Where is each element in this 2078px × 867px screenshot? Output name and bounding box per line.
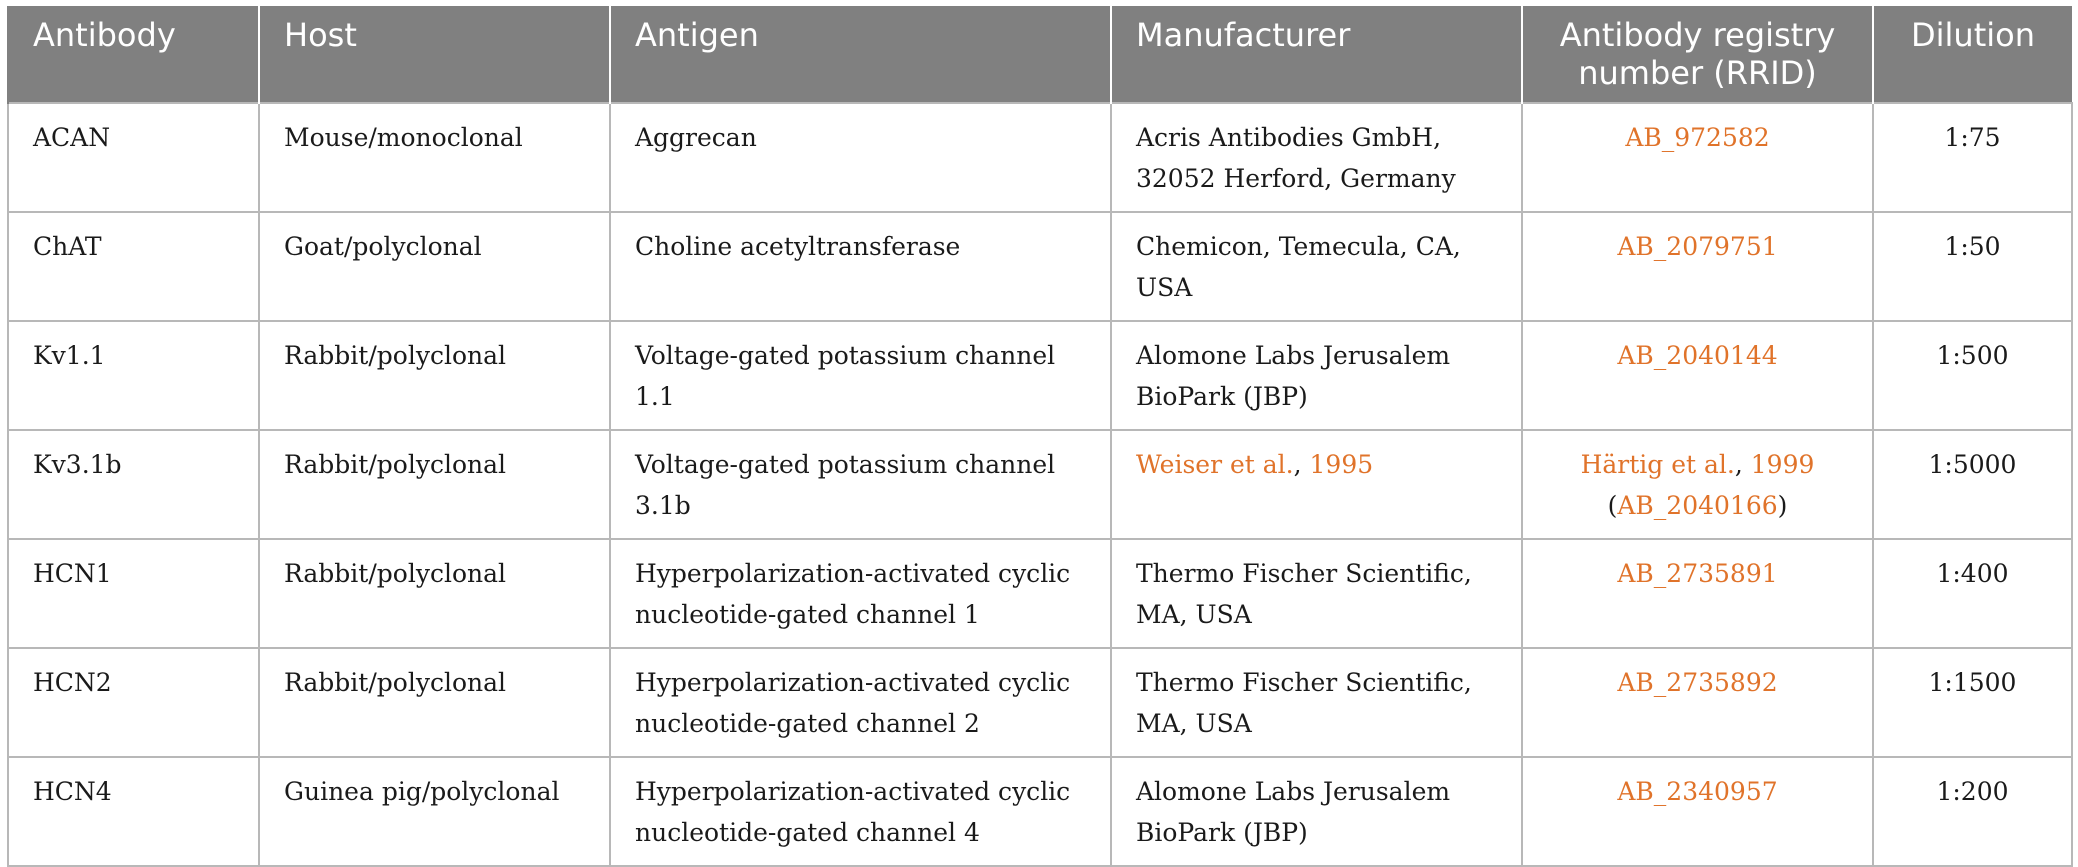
header-antigen: Antigen — [610, 6, 1111, 103]
rrid-link[interactable]: AB_2079751 — [1617, 232, 1778, 261]
reference-separator: , — [1293, 450, 1310, 479]
header-antibody: Antibody — [8, 6, 259, 103]
cell-manufacturer: Alomone Labs Jerusalem BioPark (JBP) — [1111, 757, 1522, 866]
cell-dilution: 1:200 — [1873, 757, 2072, 866]
paren-close: ) — [1777, 491, 1788, 520]
cell-host: Rabbit/polyclonal — [259, 430, 610, 539]
table-row — [8, 648, 2072, 757]
table-row — [8, 430, 2072, 539]
cell-rrid — [1522, 648, 1873, 757]
cell-antibody: HCN4 — [8, 757, 259, 866]
cell-antibody: Kv1.1 — [8, 321, 259, 430]
table-row — [8, 103, 2072, 212]
table-row — [8, 212, 2072, 321]
cell-rrid — [1522, 430, 1873, 539]
paren-open: ( — [1607, 491, 1618, 520]
cell-antigen: Hyperpolarization-activated cyclic nucleotide-gated channel 1 — [610, 539, 1111, 648]
reference-year-link[interactable]: 1999 — [1750, 450, 1815, 479]
rrid-link[interactable]: AB_2340957 — [1617, 777, 1778, 806]
cell-antigen: Hyperpolarization-activated cyclic nucleotide-gated channel 2 — [610, 648, 1111, 757]
header-dilution: Dilution — [1873, 6, 2072, 103]
reference-year-link[interactable]: 1995 — [1309, 450, 1374, 479]
cell-antibody: ChAT — [8, 212, 259, 321]
header-row — [8, 6, 2072, 103]
cell-antibody: Kv3.1b — [8, 430, 259, 539]
rrid-link[interactable]: AB_972582 — [1625, 123, 1770, 152]
cell-dilution: 1:400 — [1873, 539, 2072, 648]
cell-host: Rabbit/polyclonal — [259, 539, 610, 648]
reference-author-link[interactable]: Härtig et al. — [1580, 450, 1735, 479]
cell-manufacturer: Alomone Labs Jerusalem BioPark (JBP) — [1111, 321, 1522, 430]
table-row — [8, 539, 2072, 648]
cell-manufacturer: Chemicon, Temecula, CA, USA — [1111, 212, 1522, 321]
cell-antibody: HCN2 — [8, 648, 259, 757]
cell-antigen: Voltage-gated potassium channel 3.1b — [610, 430, 1111, 539]
cell-manufacturer — [1111, 430, 1522, 539]
header-host: Host — [259, 6, 610, 103]
cell-host: Goat/polyclonal — [259, 212, 610, 321]
cell-antigen: Choline acetyltransferase — [610, 212, 1111, 321]
reference-author-link[interactable]: Weiser et al. — [1136, 450, 1294, 479]
cell-antigen: Hyperpolarization-activated cyclic nucleotide-gated channel 4 — [610, 757, 1111, 866]
table-row — [8, 321, 2072, 430]
cell-host: Mouse/monoclonal — [259, 103, 610, 212]
antibody-table — [7, 6, 2073, 867]
header-manufacturer: Manufacturer — [1111, 6, 1522, 103]
rrid-link[interactable]: AB_2735892 — [1617, 668, 1778, 697]
cell-antigen: Voltage-gated potassium channel 1.1 — [610, 321, 1111, 430]
cell-dilution: 1:500 — [1873, 321, 2072, 430]
cell-rrid — [1522, 103, 1873, 212]
cell-manufacturer: Thermo Fischer Scientific, MA, USA — [1111, 539, 1522, 648]
cell-host: Guinea pig/polyclonal — [259, 757, 610, 866]
cell-dilution: 1:5000 — [1873, 430, 2072, 539]
reference-separator: , — [1734, 450, 1751, 479]
cell-dilution: 1:1500 — [1873, 648, 2072, 757]
cell-host: Rabbit/polyclonal — [259, 321, 610, 430]
table-body — [8, 103, 2072, 866]
cell-rrid — [1522, 539, 1873, 648]
cell-antigen: Aggrecan — [610, 103, 1111, 212]
antibody-table-container — [7, 6, 2071, 867]
header-rrid: Antibody registry number (RRID) — [1522, 6, 1873, 103]
table-row — [8, 757, 2072, 866]
cell-dilution: 1:75 — [1873, 103, 2072, 212]
cell-dilution: 1:50 — [1873, 212, 2072, 321]
rrid-link[interactable]: AB_2040144 — [1617, 341, 1778, 370]
cell-manufacturer: Thermo Fischer Scientific, MA, USA — [1111, 648, 1522, 757]
cell-antibody: HCN1 — [8, 539, 259, 648]
cell-rrid — [1522, 757, 1873, 866]
rrid-link[interactable]: AB_2735891 — [1617, 559, 1778, 588]
cell-manufacturer: Acris Antibodies GmbH, 32052 Herford, Germany — [1111, 103, 1522, 212]
cell-antibody: ACAN — [8, 103, 259, 212]
rrid-link[interactable]: AB_2040166 — [1617, 491, 1778, 520]
table-header — [8, 6, 2072, 103]
cell-host: Rabbit/polyclonal — [259, 648, 610, 757]
cell-rrid — [1522, 212, 1873, 321]
cell-rrid — [1522, 321, 1873, 430]
